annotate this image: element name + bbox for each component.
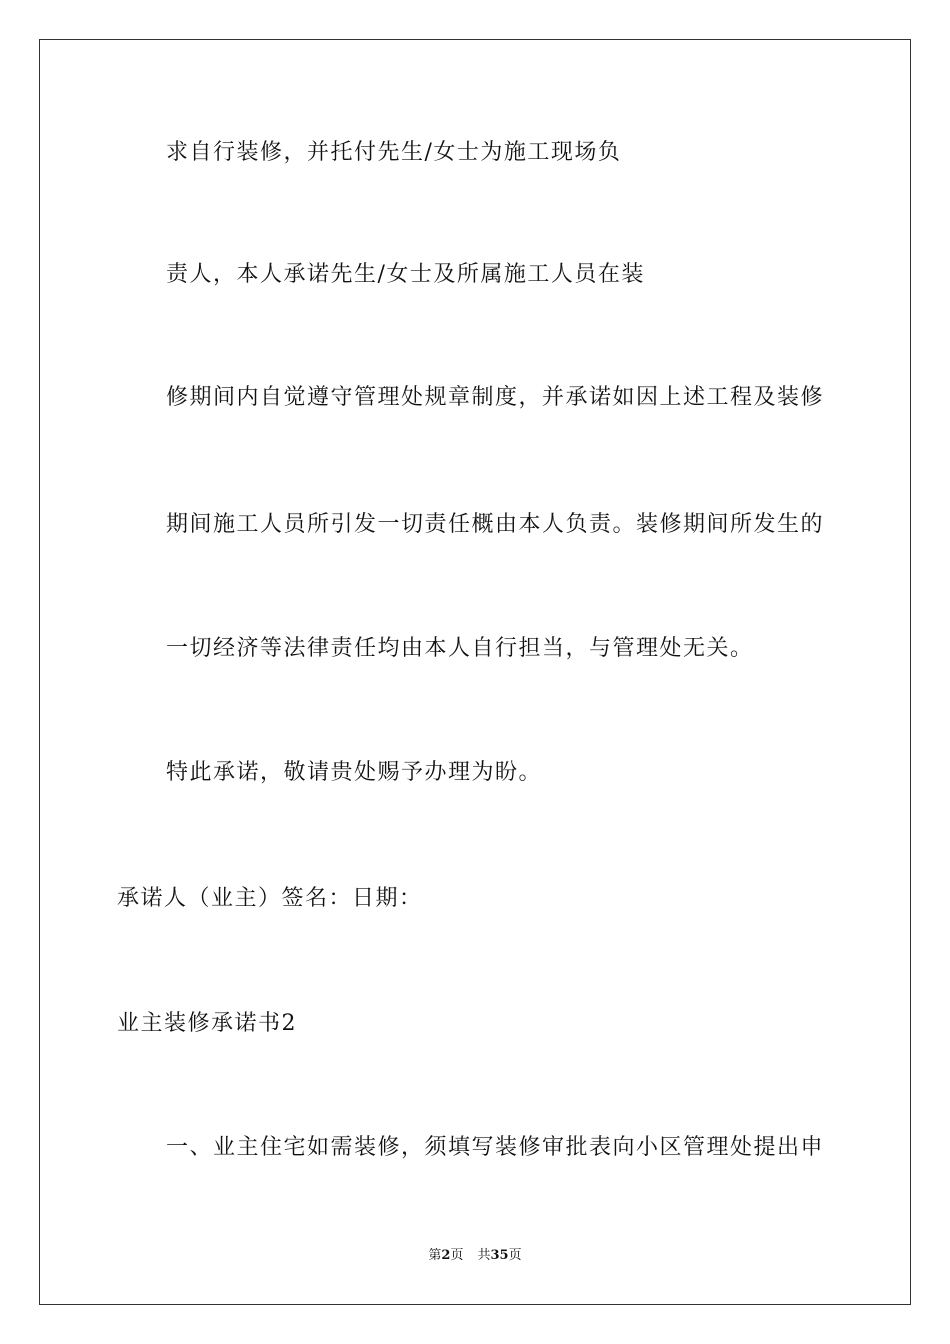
body-paragraph-line: 求自行装修，并托付先生/女士为施工现场负 [166, 140, 622, 165]
total-suffix: 页 [508, 1248, 522, 1263]
page-suffix: 页 [450, 1248, 464, 1263]
section-title: 业主装修承诺书2 [117, 1011, 297, 1036]
signature-date-line: 承诺人（业主）签名：日期： [117, 886, 423, 911]
body-paragraph-line: 期间施工人员所引发一切责任概由本人负责。装修期间所发生的 [166, 512, 825, 537]
body-paragraph-line: 一、业主住宅如需装修，须填写装修审批表向小区管理处提出申 [166, 1135, 825, 1160]
page-footer [0, 1247, 950, 1265]
body-paragraph-line: 一切经济等法律责任均由本人自行担当，与管理处无关。 [166, 636, 754, 661]
page-border [39, 39, 911, 1305]
total-prefix: 共 [477, 1248, 491, 1263]
page-prefix: 第 [428, 1248, 442, 1263]
body-paragraph-line: 修期间内自觉遵守管理处规章制度，并承诺如因上述工程及装修 [166, 385, 825, 410]
body-paragraph-line: 责人，本人承诺先生/女士及所属施工人员在装 [166, 262, 645, 287]
closing-statement: 特此承诺，敬请贵处赐予办理为盼。 [166, 760, 543, 785]
total-pages: 35 [490, 1248, 509, 1263]
page-number: 2 [441, 1248, 451, 1263]
